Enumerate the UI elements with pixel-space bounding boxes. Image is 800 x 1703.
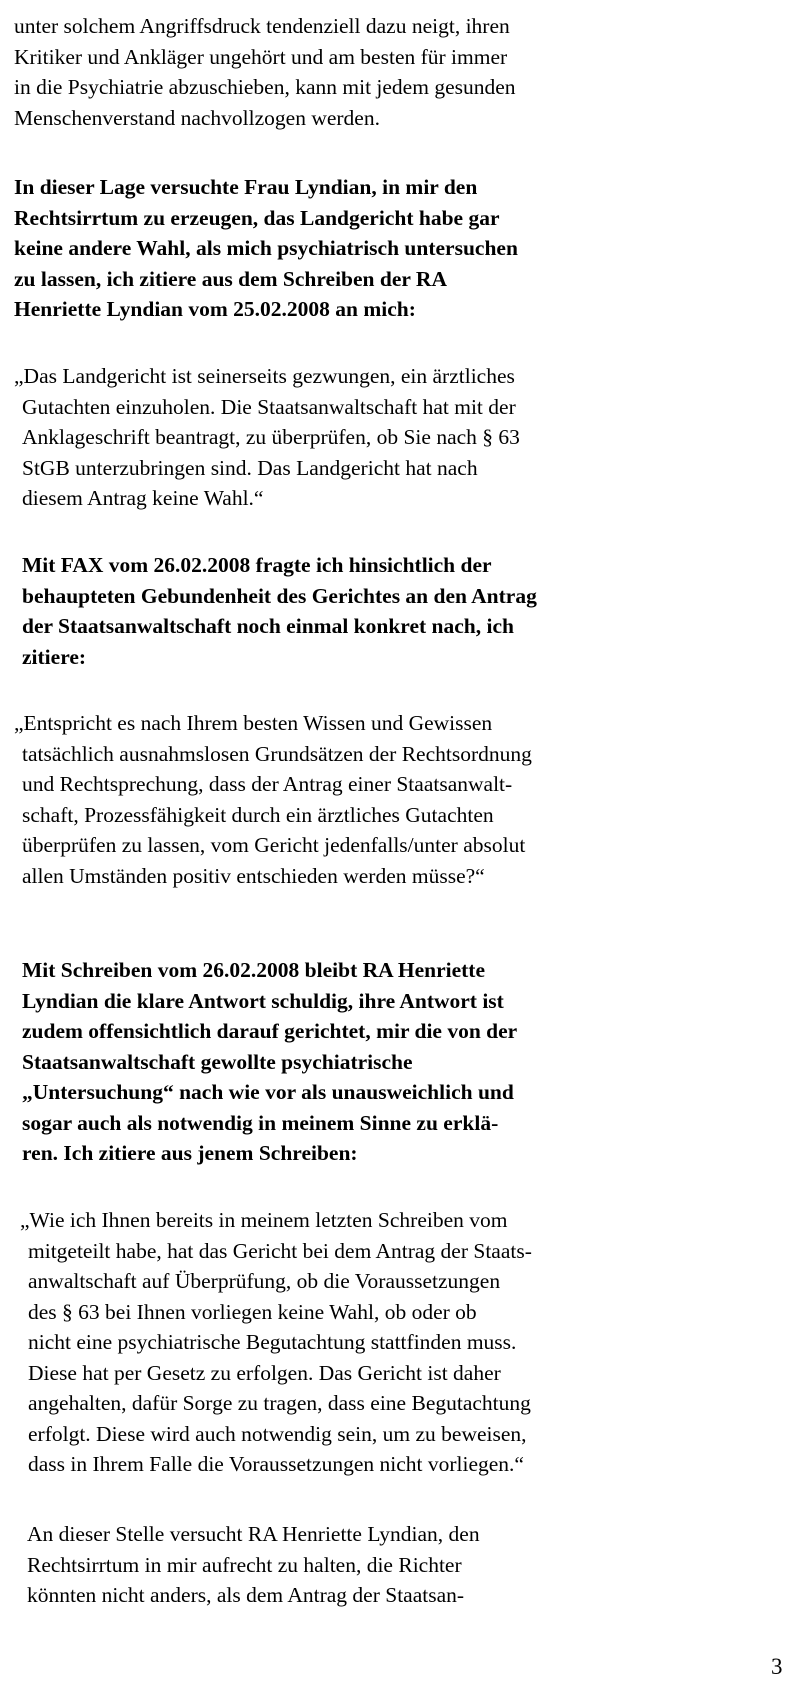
text-line: angehalten, dafür Sorge zu tragen, dass eine Begutachtung	[28, 1391, 531, 1415]
text-line: nicht eine psychiatrische Begutachtung stattfinden muss.	[28, 1330, 517, 1354]
page-number: 3	[771, 1654, 783, 1679]
paragraph-1	[14, 11, 516, 133]
text-line: Rechtsirrtum zu erzeugen, das Landgericht habe gar	[14, 205, 500, 230]
text-line: Henriette Lyndian vom 25.02.2008 an mich:	[14, 297, 416, 321]
paragraph-3	[22, 550, 537, 672]
paragraph-2	[14, 172, 518, 325]
text-line: „Wie ich Ihnen bereits in meinem letzten Schreiben vom	[20, 1208, 508, 1232]
text-line: dass in Ihrem Falle die Voraussetzungen nicht vorliegen.“	[28, 1452, 524, 1476]
paragraph-5	[27, 1519, 480, 1611]
text-line: erfolgt. Diese wird auch notwendig sein, um zu beweisen,	[28, 1421, 527, 1446]
text-line: in die Psychiatrie abzuschieben, kann mit jedem gesunden	[14, 75, 516, 99]
text-line: Staatsanwaltschaft gewollte psychiatrische	[22, 1049, 413, 1074]
text-line: tatsächlich ausnahmslosen Grundsätzen der Rechtsordnung	[22, 741, 532, 766]
text-line: Anklageschrift beantragt, zu überprüfen, ob Sie nach § 63	[22, 425, 520, 449]
quote-3	[20, 1205, 532, 1480]
text-line: ren. Ich zitiere aus jenem Schreiben:	[22, 1141, 358, 1165]
text-line: „Das Landgericht ist seinerseits gezwungen, ein ärztliches	[14, 364, 515, 388]
text-line: schaft, Prozessfähigkeit durch ein ärztliches Gutachten	[22, 802, 494, 827]
text-line: Kritiker und Ankläger ungehört und am besten für immer	[14, 44, 508, 69]
text-line: des § 63 bei Ihnen vorliegen keine Wahl, ob oder ob	[28, 1299, 477, 1324]
text-line: Lyndian die klare Antwort schuldig, ihre Antwort ist	[22, 988, 504, 1013]
text-line: „Entspricht es nach Ihrem besten Wissen und Gewissen	[14, 711, 493, 735]
text-line: StGB unterzubringen sind. Das Landgericht hat nach	[22, 455, 478, 480]
text-line: zitiere:	[22, 644, 87, 669]
text-line: anwaltschaft auf Überprüfung, ob die Voraussetzungen	[28, 1269, 501, 1293]
text-line: Mit FAX vom 26.02.2008 fragte ich hinsichtlich der	[22, 553, 492, 577]
text-line: „Untersuchung“ nach wie vor als unausweichlich und	[22, 1080, 514, 1104]
text-line: Rechtsirrtum in mir aufrecht zu halten, die Richter	[27, 1552, 462, 1577]
quote-1	[14, 361, 520, 514]
text-line: Mit Schreiben vom 26.02.2008 bleibt RA Henriette	[22, 958, 485, 982]
text-line: An dieser Stelle versucht RA Henriette Lyndian, den	[27, 1522, 480, 1546]
text-line: überprüfen zu lassen, vom Gericht jedenfalls/unter absolut	[22, 833, 526, 857]
text-line: Menschenverstand nachvollzogen werden.	[14, 105, 380, 130]
paragraph-4	[22, 955, 517, 1169]
text-line: Diese hat per Gesetz zu erfolgen. Das Gericht ist daher	[28, 1360, 501, 1385]
text-line: zu lassen, ich zitiere aus dem Schreiben der RA	[14, 266, 447, 291]
text-line: keine andere Wahl, als mich psychiatrisch untersuchen	[14, 236, 518, 260]
text-line: behaupteten Gebundenheit des Gerichtes an den Antrag	[22, 583, 537, 608]
text-line: könnten nicht anders, als dem Antrag der Staatsan-	[27, 1583, 465, 1607]
text-line: mitgeteilt habe, hat das Gericht bei dem Antrag der Staats-	[28, 1238, 532, 1263]
text-line: der Staatsanwaltschaft noch einmal konkret nach, ich	[22, 614, 514, 638]
text-line: zudem offensichtlich darauf gerichtet, mir die von der	[22, 1019, 518, 1043]
text-line: allen Umständen positiv entschieden werden müsse?“	[22, 863, 485, 888]
text-line: und Rechtsprechung, dass der Antrag einer Staatsanwalt-	[22, 772, 513, 796]
text-line: unter solchem Angriffsdruck tendenziell dazu neigt, ihren	[14, 14, 510, 38]
text-line: Gutachten einzuholen. Die Staatsanwaltschaft hat mit der	[22, 394, 516, 419]
text-line: In dieser Lage versuchte Frau Lyndian, in mir den	[14, 175, 478, 199]
text-line: diesem Antrag keine Wahl.“	[22, 486, 264, 510]
quote-2	[14, 708, 532, 891]
text-line: sogar auch als notwendig in meinem Sinne zu erklä-	[22, 1110, 499, 1135]
